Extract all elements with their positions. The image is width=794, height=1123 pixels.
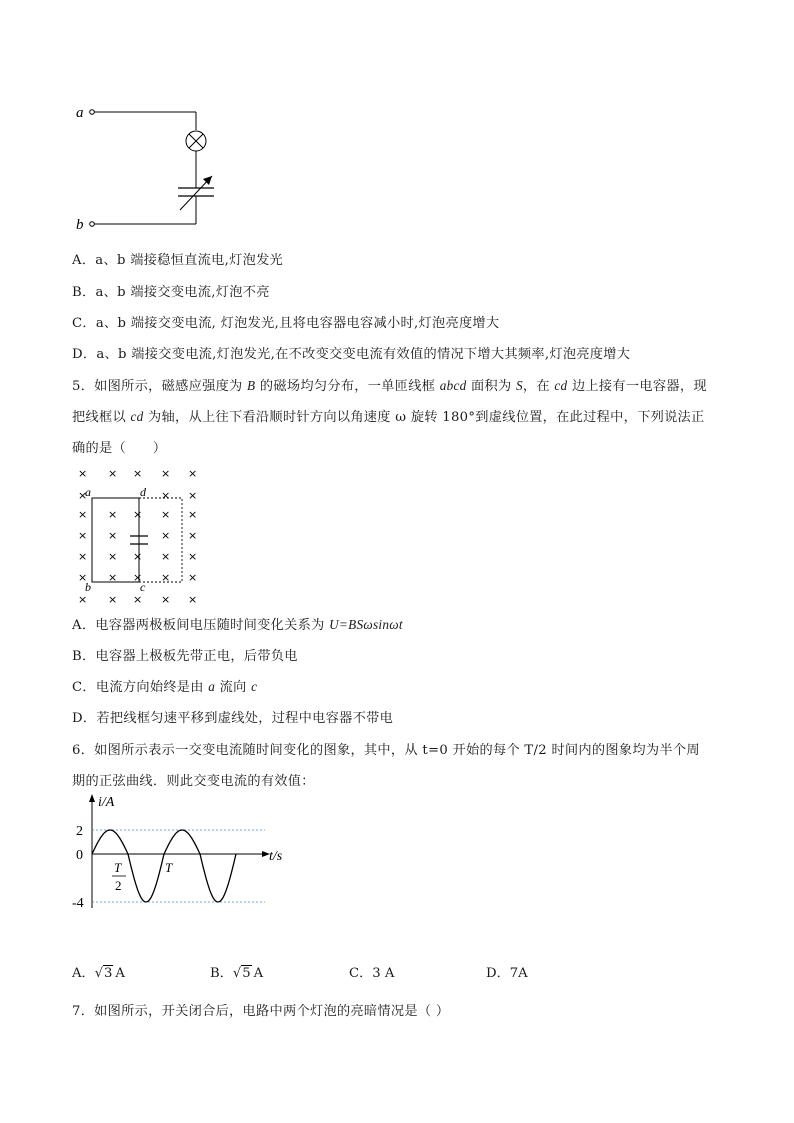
q5-option-c-text: C．电流方向始终是由 (72, 680, 209, 695)
x-tick-half-period (112, 860, 126, 893)
field-cross-icon: × (161, 489, 171, 502)
q5-stem-line-1 (72, 375, 707, 394)
q4-option-b: B．a、b 端接交变电流,灯泡不亮 (72, 285, 270, 300)
terminal-a (90, 110, 95, 115)
q6-option-a-radicand: 3 (104, 966, 113, 981)
field-cross-icon: × (78, 508, 88, 521)
q5-text: 5．如图所示，磁感应强度为 (72, 379, 248, 394)
q5-option-c-text: 流向 (215, 680, 252, 695)
field-cross-icon: × (188, 508, 198, 521)
q6-option-b (210, 962, 263, 981)
field-cross-icon: × (161, 467, 171, 480)
field-cross-icon: × (78, 529, 88, 542)
q5-symbol-cd: cd (554, 378, 568, 393)
coil-label-c: c (140, 580, 146, 594)
q5-stem-line-2 (72, 406, 705, 425)
field-cross-icon: × (133, 508, 143, 521)
field-cross-icon: × (108, 550, 118, 563)
q4-option-a: A．a、b 端接稳恒直流电,灯泡发光 (72, 253, 284, 268)
ac-current-graph (70, 790, 300, 920)
field-cross-icon: × (133, 593, 143, 606)
y-tick-label: -4 (72, 896, 84, 911)
field-cross-icon: × (161, 508, 171, 521)
q5-option-a-formula: U=BSωsinωt (329, 617, 403, 632)
terminal-b (90, 222, 95, 227)
field-cross-icon: × (78, 489, 88, 502)
q7-stem-line-1: 7．如图所示，开关闭合后，电路中两个灯泡的亮暗情况是（ ） (72, 1004, 450, 1019)
q5-option-d: D．若把线框匀速平移到虚线处，过程中电容器不带电 (72, 711, 394, 726)
q5-text: 边上接有一电容器，现 (567, 379, 707, 394)
q6-option-c: C．3 A (349, 966, 395, 981)
field-cross-icon: × (78, 571, 88, 584)
q5-text: 面积为 (466, 379, 517, 394)
q5-symbol-b: B (247, 378, 256, 393)
coil-label-d: d (140, 485, 146, 499)
field-cross-icon: × (188, 489, 198, 502)
field-cross-icon: × (161, 593, 171, 606)
field-cross-icon: × (78, 550, 88, 563)
capacitor-lamp-circuit (70, 98, 230, 238)
sqrt-icon: √ (232, 966, 242, 981)
q5-option-c-a: a (208, 679, 216, 694)
field-cross-icon: × (161, 571, 171, 584)
q5-text: 为轴，从上往下看沿顺时针方向以角速度 ω 旋转 180°到虚线位置，在此过程中，下列说法正 (143, 410, 705, 425)
q4-option-c: C．a、b 端接交变电流, 灯泡发光,且将电容器电容减小时,灯泡亮度增大 (72, 316, 500, 331)
y-tick-label: 2 (76, 824, 83, 839)
q5-text: 把线框以 (72, 410, 131, 425)
q5-option-a-text: A．电容器两极板间电压随时间变化关系为 (72, 618, 330, 633)
field-cross-icon: × (161, 529, 171, 542)
q5-text: ，在 (522, 379, 555, 394)
svg-text:T: T (114, 860, 122, 875)
field-cross-icon: × (108, 571, 118, 584)
q6-option-b-radicand: 5 (242, 966, 251, 981)
field-cross-icon: × (78, 593, 88, 606)
terminal-b-label: b (76, 217, 84, 233)
q6-stem-line-1: 6．如图所示表示一交变电流随时间变化的图象，其中，从 t=0 开始的每个 T/2 时间内的图象均为半个周 (72, 743, 700, 758)
q6-option-b-label: B． (210, 966, 233, 981)
y-axis-label: i/A (98, 795, 115, 810)
coil-label-a: a (85, 485, 91, 499)
field-cross-icon: × (161, 550, 171, 563)
q6-stem-line-2: 期的正弦曲线．则此交变电流的有效值： (72, 774, 315, 789)
x-tick-period: T (165, 860, 173, 875)
sqrt-icon: √ (94, 966, 104, 981)
q5-symbol-abcd: abcd (439, 378, 467, 393)
q5-option-b: B．电容器上极板先带正电，后带负电 (72, 649, 298, 664)
q5-option-c (72, 676, 257, 695)
field-cross-icon: × (133, 550, 143, 563)
field-cross-icon: × (188, 529, 198, 542)
magnetic-field-coil-figure (70, 460, 210, 608)
q5-option-c-c: c (251, 679, 258, 694)
field-cross-icon: × (188, 593, 198, 606)
field-cross-icon: × (188, 571, 198, 584)
q5-stem-line-3: 确的是（ ） (72, 441, 167, 456)
terminal-a-label: a (76, 105, 84, 121)
field-cross-icon: × (108, 508, 118, 521)
field-cross-icon: × (133, 571, 143, 584)
q6-option-d: D．7A (486, 966, 528, 981)
q4-option-d: D．a、b 端接交变电流,灯泡发光,在不改变交变电流有效值的情况下增大其频率,灯泡亮度增大 (72, 347, 631, 362)
field-cross-icon: × (188, 550, 198, 563)
q6-option-a-label: A． (72, 966, 95, 981)
field-cross-icon: × (108, 529, 118, 542)
field-cross-icon: × (108, 467, 118, 480)
q6-option-b-unit: A (253, 966, 264, 981)
q5-text: 的磁场均匀分布，一单匝线框 (255, 379, 440, 394)
coil-label-b: b (85, 580, 91, 594)
x-axis-label: t/s (269, 849, 283, 864)
field-cross-icon: × (133, 467, 143, 480)
q6-option-a (72, 962, 125, 981)
q5-option-a (72, 614, 403, 633)
q6-option-a-unit: A (115, 966, 125, 981)
field-cross-icon: × (108, 593, 118, 606)
field-cross-icon: × (78, 467, 88, 480)
q5-symbol-s: S (516, 378, 523, 393)
q5-symbol-cd: cd (130, 409, 144, 424)
field-cross-icon: × (188, 467, 198, 480)
svg-text:2: 2 (115, 878, 122, 893)
y-tick-label: 0 (76, 848, 83, 863)
y-axis-arrow-icon (89, 794, 95, 802)
lamp-icon (186, 131, 206, 151)
